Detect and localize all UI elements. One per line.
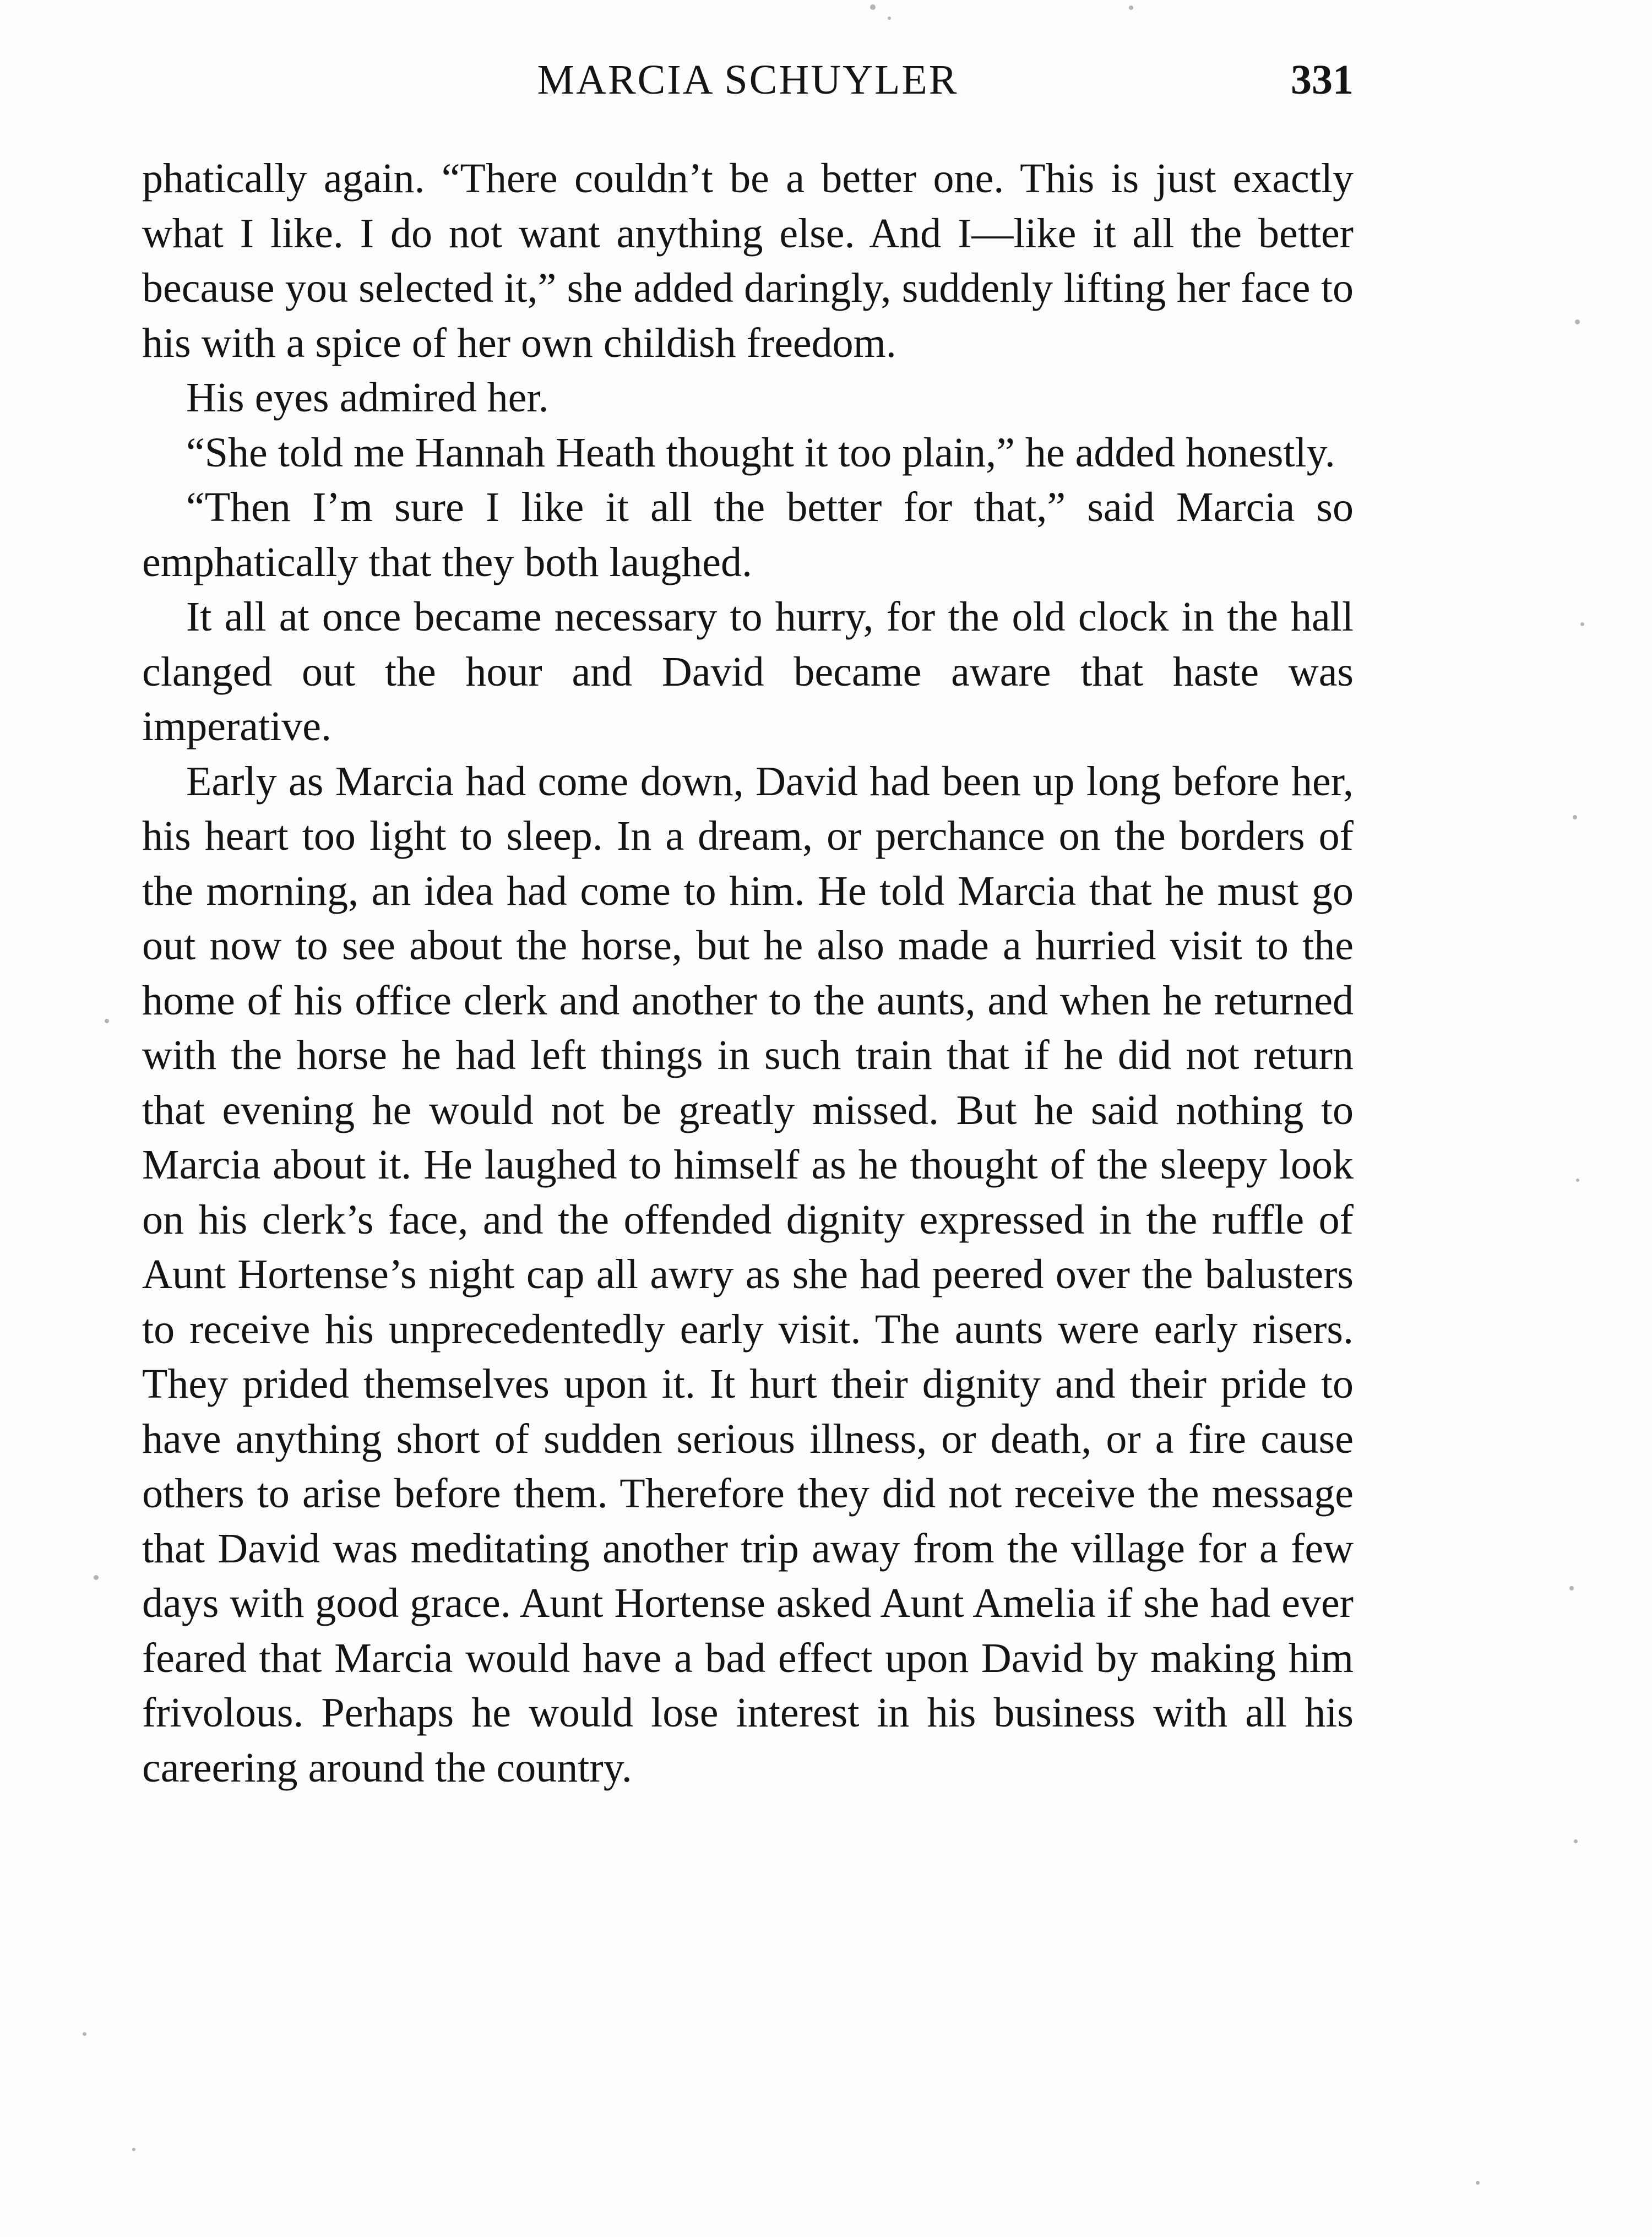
scan-speck: [1129, 6, 1133, 10]
paragraph: Early as Marcia had come down, David had been up long before her, his heart too light to sleep. In a dream, or perchance on the borders of the morning, an idea had come to him. He told Marcia that he must go out now to see about the horse, but he also made a hurried visit to the home of his office clerk and another to the aunts, and when he returned with the horse he had left things in such train that if he did not return that evening he would not be greatly missed. But he said nothing to Marcia about it. He laughed to himself as he thought of the sleepy look on his clerk’s face, and the offended dignity expressed in the ruffle of Aunt Hortense’s night cap all awry as she had peered over the balusters to receive his unprecedentedly early visit. The aunts were early risers. They prided themselves upon it. It hurt their dignity and their pride to have anything short of sudden serious illness, or death, or a fire cause others to arise before them. Therefore they did not receive the message that David was meditating another trip away from the village for a few days with good grace. Aunt Hortense asked Aunt Amelia if she had ever feared that Marcia would have a bad effect upon David by making him frivolous. Perhaps he would lose interest in his business with all his careering around the country.: [142, 758, 1354, 1791]
paragraph: “She told me Hannah Heath thought it too plain,” he added honestly.: [186, 429, 1335, 476]
paragraph: It all at once became necessary to hurry, for the old clock in the hall clanged out the hour and David became aware that haste was imperative.: [142, 594, 1354, 750]
running-title: MARCIA SCHUYLER: [537, 57, 959, 103]
scan-speck: [870, 4, 876, 10]
paragraph: His eyes admired her.: [186, 374, 549, 421]
scan-speck: [888, 17, 891, 20]
scan-speck: [94, 1575, 99, 1580]
scan-speck: [1580, 622, 1584, 626]
scan-speck: [1574, 1839, 1578, 1843]
scan-speck: [83, 2032, 86, 2036]
paragraph: phatically again. “There couldn’t be a better one. This is just exactly what I like. I do not want anything else. And I—like it all the better because you selected it,” she added daringly, suddenly lifting her face to his with a spice of her own childish freedom.: [142, 155, 1354, 366]
scan-speck: [132, 2148, 135, 2151]
scan-speck: [105, 1019, 109, 1023]
page-number: 331: [1291, 57, 1354, 103]
text-body: [142, 151, 1354, 1795]
scan-speck: [1575, 319, 1580, 324]
scan-speck: [1576, 1179, 1579, 1182]
scan-speck: [1573, 815, 1577, 819]
paragraph: “Then I’m sure I like it all the better for that,” said Marcia so emphatically that they both laughed.: [142, 484, 1354, 585]
page-header: [142, 52, 1354, 118]
scan-speck: [1476, 2181, 1480, 2185]
scan-speck: [1569, 1586, 1574, 1590]
